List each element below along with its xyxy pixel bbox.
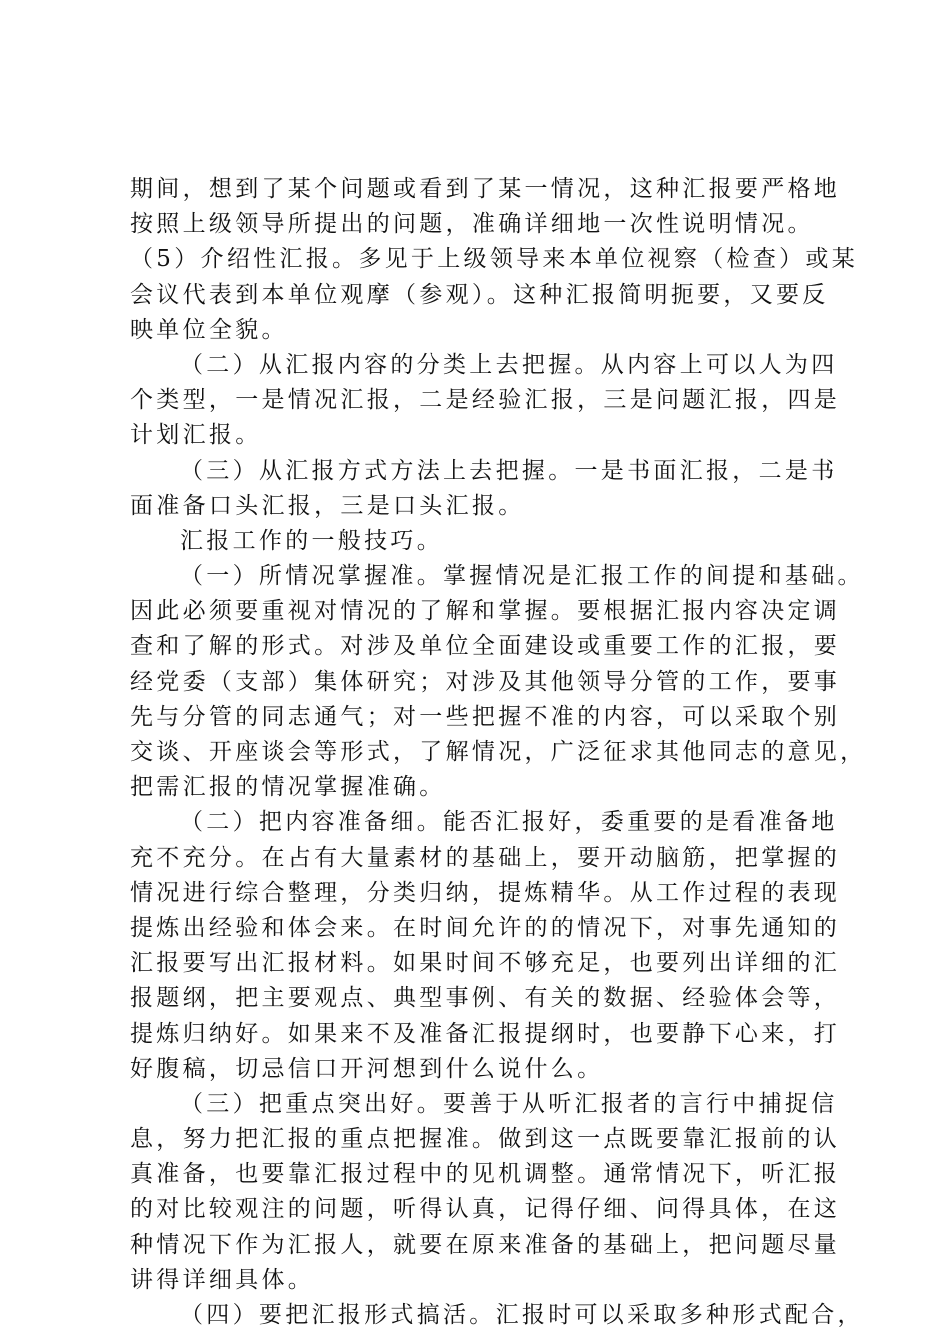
text-line: （四）要把汇报形式搞活。汇报时可以采取多种形式配合， bbox=[180, 1302, 864, 1328]
text-line: 查和了解的形式。对涉及单位全面建设或重要工作的汇报，要 bbox=[130, 633, 841, 660]
text-line: 交谈、开座谈会等形式，了解情况，广泛征求其他同志的意见， bbox=[130, 739, 867, 765]
text-line: （三）从汇报方式方法上去把握。一是书面汇报，二是书 bbox=[180, 457, 838, 484]
text-line: 真准备，也要靠汇报过程中的见机调整。通常情况下，听汇报 bbox=[130, 1161, 841, 1188]
text-line: 因此必须要重视对情况的了解和掌握。要根据汇报内容决定调 bbox=[130, 598, 841, 625]
text-line: （5）介绍性汇报。多见于上级领导来本单位视察（检查）或某 bbox=[130, 246, 859, 273]
text-line: （二）把内容准备细。能否汇报好，委重要的是看准备地 bbox=[180, 809, 838, 836]
text-line: 把需汇报的情况掌握准确。 bbox=[130, 774, 446, 801]
text-line: 提炼出经验和体会来。在时间允许的的情况下，对事先通知的 bbox=[130, 914, 841, 941]
text-line: 充不充分。在占有大量素材的基础上，要开动脑筋，把掌握的 bbox=[130, 844, 841, 871]
text-line: 讲得详细具体。 bbox=[130, 1266, 315, 1293]
text-line: 种情况下作为汇报人，就要在原来准备的基础上，把问题尽量 bbox=[130, 1231, 841, 1258]
text-line: 会议代表到本单位观摩（参观）。这种汇报简明扼要，又要反 bbox=[130, 281, 829, 308]
text-line: 映单位全貌。 bbox=[130, 316, 288, 343]
text-line: 息，努力把汇报的重点把握准。做到这一点既要靠汇报前的认 bbox=[130, 1126, 841, 1153]
text-line: 面准备口头汇报，三是口头汇报。 bbox=[130, 492, 525, 519]
text-line: 期间，想到了某个问题或看到了某一情况，这种汇报要严格地 bbox=[130, 176, 841, 202]
text-line: 的对比较观注的问题，听得认真，记得仔细、问得具体，在这 bbox=[130, 1196, 841, 1223]
text-line: 经党委（支部）集体研究；对涉及其他领导分管的工作，要事 bbox=[130, 668, 841, 695]
text-line: （三）把重点突出好。要善于从听汇报者的言行中捕捉信 bbox=[180, 1090, 838, 1117]
section-heading: 汇报工作的一般技巧。 bbox=[180, 527, 443, 554]
text-line: 按照上级领导所提出的问题，准确详细地一次性说明情况。 bbox=[130, 211, 814, 238]
text-line: （一）所情况掌握准。掌握情况是汇报工作的间提和基础。 bbox=[180, 563, 864, 590]
text-line: 报题纲，把主要观点、典型事例、有关的数据、经验体会等， bbox=[130, 985, 841, 1012]
text-line: 先与分管的同志通气；对一些把握不准的内容，可以采取个别 bbox=[130, 703, 841, 730]
text-line: 个类型，一是情况汇报，二是经验汇报，三是问题汇报，四是 bbox=[130, 387, 841, 414]
text-line: 提炼归纳好。如果来不及准备汇报提纲时，也要静下心来，打 bbox=[130, 1020, 841, 1047]
text-line: 好腹稿，切忌信口开河想到什么说什么。 bbox=[130, 1055, 604, 1082]
text-line: 计划汇报。 bbox=[130, 422, 262, 449]
text-line: 汇报要写出汇报材料。如果时间不够充足，也要列出详细的汇 bbox=[130, 950, 841, 977]
text-line: （二）从汇报内容的分类上去把握。从内容上可以人为四 bbox=[180, 351, 838, 378]
text-line: 情况进行综合整理，分类归纳，提炼精华。从工作过程的表现 bbox=[130, 879, 841, 906]
document-body bbox=[130, 172, 867, 1333]
